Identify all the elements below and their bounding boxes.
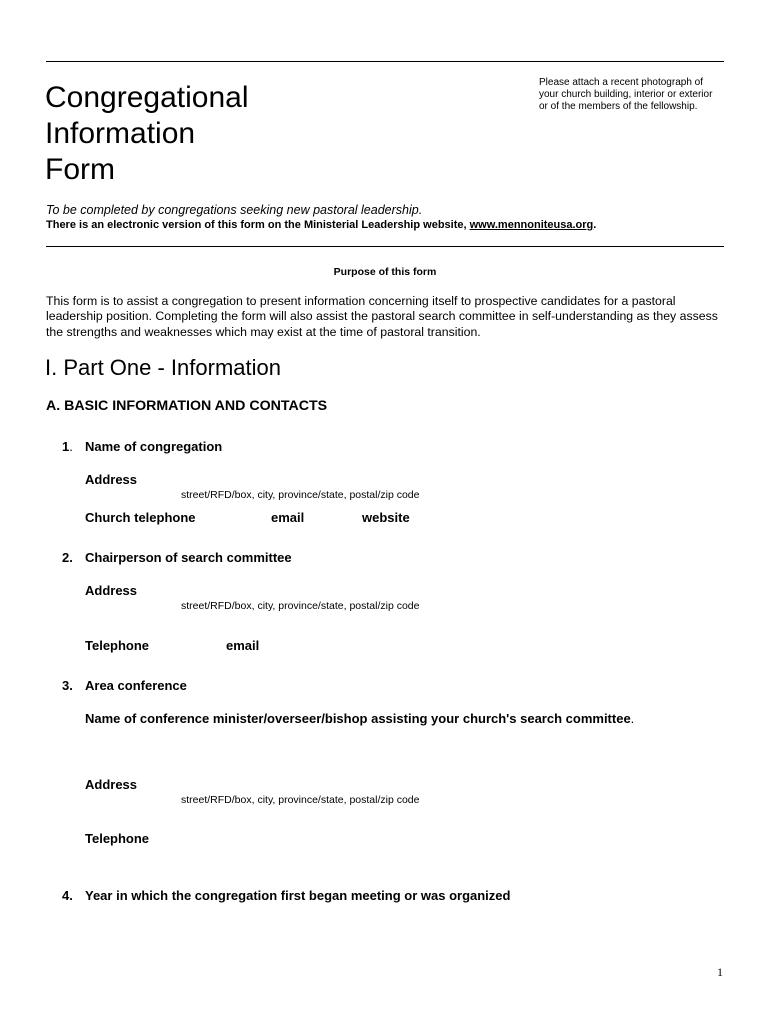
q2-address-label: Address <box>85 583 138 598</box>
middle-rule <box>46 246 724 247</box>
q1-number: 1. <box>62 439 73 454</box>
purpose-heading: Purpose of this form <box>333 266 437 278</box>
page-title <box>45 80 248 188</box>
q2-telephone-label: Telephone <box>85 638 150 653</box>
q4-number: 4. <box>62 888 73 903</box>
photo-note <box>539 77 712 113</box>
q1-website-label: website <box>362 510 410 525</box>
subtitle-bold-text: There is an electronic version of this form on the Ministerial Leadership website, <box>46 219 470 231</box>
purpose-text: This form is to assist a congregation to present information concerning itself to prospective candidates for a pastoral leadership position. Completing the form will also assist the pastoral search committee in self-understanding as they assess the strengths and weaknesses which may exist at the time of pastoral transition. <box>46 294 718 339</box>
title-line: Information <box>45 117 196 150</box>
photo-note-line: Please attach a recent photograph of <box>539 77 704 88</box>
q4-label: Year in which the congregation first began meeting or was organized <box>85 888 511 903</box>
q1-telephone-label: Church telephone <box>85 510 196 525</box>
q2-address-hint: street/RFD/box, city, province/state, postal/zip code <box>181 600 420 612</box>
q2-number: 2. <box>62 550 73 565</box>
q1-address-hint: street/RFD/box, city, province/state, postal/zip code <box>181 489 420 501</box>
photo-note-line: your church building, interior or exterior <box>539 89 713 100</box>
q1-address-label: Address <box>85 472 138 487</box>
q2-label: Chairperson of search committee <box>85 550 292 565</box>
part-title: I. Part One - Information <box>45 355 281 380</box>
q3-address-hint: street/RFD/box, city, province/state, postal/zip code <box>181 794 420 806</box>
q3-label: Area conference <box>85 678 187 693</box>
subtitle-bold <box>46 219 596 231</box>
website-link[interactable]: www.mennoniteusa.org <box>469 219 594 231</box>
q1-email-label: email <box>271 510 305 525</box>
q1-label: Name of congregation <box>85 439 223 454</box>
section-a-heading: A. BASIC INFORMATION AND CONTACTS <box>46 398 328 414</box>
q3-address-label: Address <box>85 777 138 792</box>
q3-telephone-label: Telephone <box>85 831 150 846</box>
title-line: Form <box>45 153 115 186</box>
page-number: 1 <box>717 965 723 979</box>
title-line: Congregational <box>45 81 249 114</box>
subtitle-period: . <box>593 219 597 231</box>
q2-email-label: email <box>226 638 260 653</box>
top-rule <box>46 61 724 62</box>
q3-minister-label: Name of conference minister/overseer/bishop assisting your church's search committee. <box>85 711 635 726</box>
subtitle-italic: To be completed by congregations seeking new pastoral leadership. <box>46 203 423 217</box>
photo-note-line: or of the members of the fellowship. <box>539 101 698 112</box>
q3-number: 3. <box>62 678 73 693</box>
